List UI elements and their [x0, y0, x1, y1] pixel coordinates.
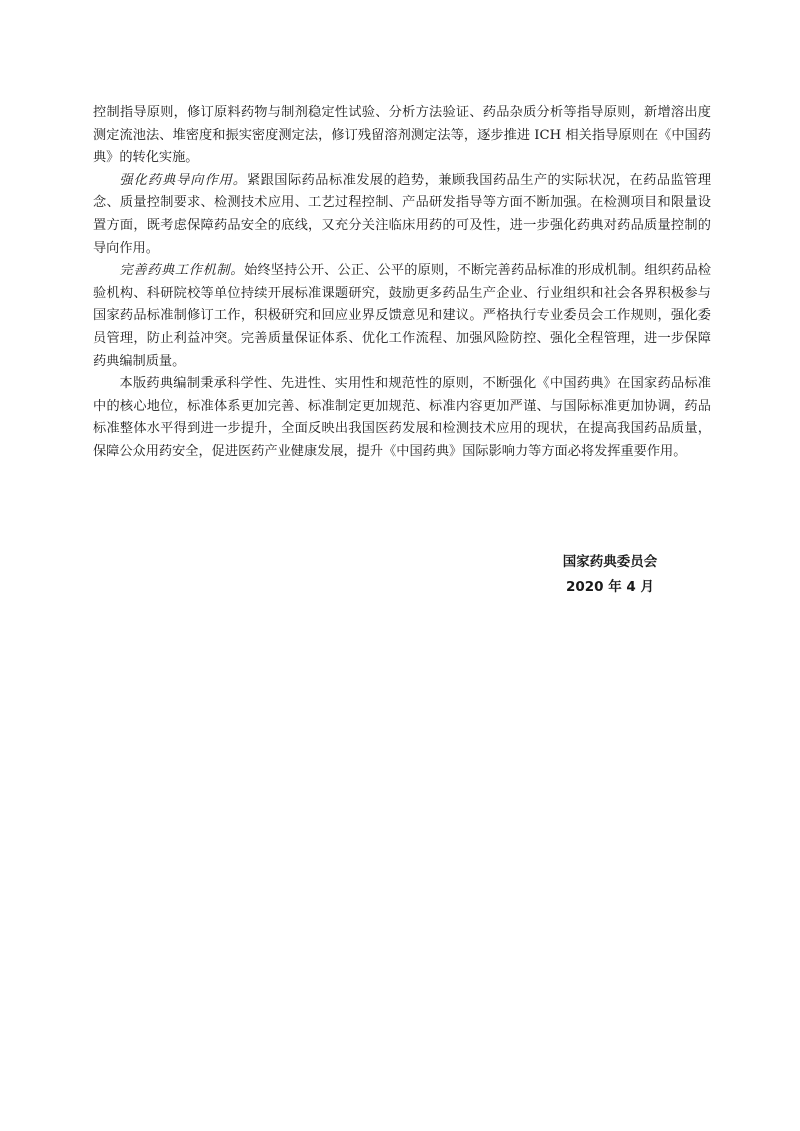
paragraph-text: 始终坚持公开、公正、公平的原则，不断完善药品标准的形成机制。组织药品检验机构、科研院校等单位持续开展标准课题研究，鼓励更多药品生产企业、行业组织和社会各界积极参与国家药品标准制修订工作，积极研究和回应业界反馈意见和建议。严格执行专业委员会工作规则，强化委员管理，防止利益冲突。完善质量保证体系、优化工作流程、加强风险防控、强化全程管理，进一步保障药典编制质量。 — [93, 263, 712, 369]
paragraph-lead: 完善药典工作机制。 — [119, 263, 245, 279]
paragraph-text: 本版药典编制秉承科学性、先进性、实用性和规范性的原则，不断强化《中国药典》在国家药品标准中的核心地位，标准体系更加完善、标准制定更加规范、标准内容更加严谨、与国际标准更加协调，药品标准整体水平得到进一步提升，全面反映出我国医药发展和检测技术应用的现状，在提高我国药品质量，保障公众用药安全，促进医药产业健康发展，提升《中国药典》国际影响力等方面必将发挥重要作用。 — [93, 376, 711, 459]
signature-date: 2020 年 4 月 — [565, 579, 655, 595]
paragraph-summary — [93, 373, 711, 463]
paragraph-guidance-role — [93, 170, 711, 260]
paragraph-text: 控制指导原则，修订原料药物与制剂稳定性试验、分析方法验证、药品杂质分析等指导原则，新增溶出度测定流池法、堆密度和振实密度测定法，修订残留溶剂测定法等，逐步推进 ICH 相关指导原则在《中国药典》的转化实施。 — [93, 105, 711, 166]
paragraph-text: 紧跟国际药品标准发展的趋势，兼顾我国药品生产的实际状况，在药品监管理念、质量控制要求、检测技术应用、工艺过程控制、产品研发指导等方面不断加强。在检测项目和限量设置方面，既考虑保障药品安全的底线，又充分关注临床用药的可及性，进一步强化药典对药品质量控制的导向作用。 — [93, 172, 712, 256]
paragraph-work-mechanism — [93, 260, 711, 373]
document-body — [93, 102, 711, 464]
signature-organization: 国家药典委员会 — [562, 554, 658, 570]
paragraph-lead: 强化药典导向作用。 — [119, 172, 247, 188]
paragraph-continuation — [93, 102, 711, 170]
signature-block — [540, 550, 680, 600]
